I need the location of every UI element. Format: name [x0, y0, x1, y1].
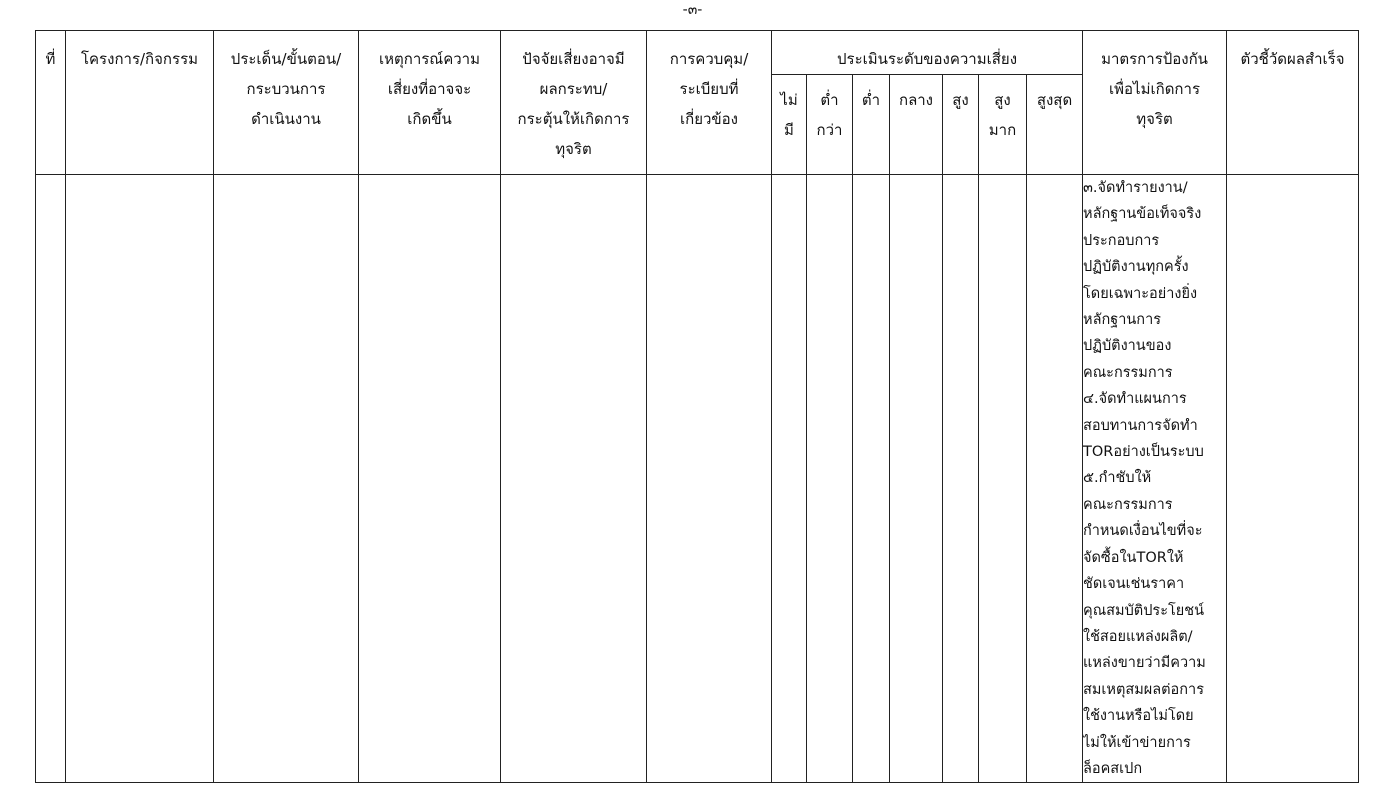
measure-line: จัดซื้อในTORให้ [1083, 549, 1184, 566]
measure-line: ปฏิบัติงานทุกครั้ง [1083, 259, 1189, 276]
measure-line: ชัดเจนเช่นราคา [1083, 576, 1185, 593]
cell-risk-factor [501, 175, 647, 783]
measure-line: ประกอบการ [1083, 232, 1160, 249]
table-row [36, 175, 1359, 783]
cell-measures [1083, 175, 1227, 783]
measure-line: ปฏิบัติงานของ [1083, 338, 1172, 355]
header-risk-factor: ปัจจัยเสี่ยงอาจมี ผลกระทบ/ กระตุ้นให้เกิดการ ทุจริต [501, 31, 647, 175]
cell-level-medium [890, 175, 943, 783]
measure-line: สอบทานการจัดทำ [1083, 417, 1198, 434]
measure-line: ใช้สอยแหล่งผลิต/ [1083, 628, 1193, 645]
cell-indicator [1227, 175, 1359, 783]
measure-line: สมเหตุสมผลต่อการ [1083, 681, 1204, 698]
cell-level-low [853, 175, 890, 783]
measure-line: คุณสมบัติประโยชน์ [1083, 602, 1205, 619]
cell-no [36, 175, 66, 783]
header-level-lower: ต่ำ กว่า [807, 75, 853, 175]
measure-line: แหล่งขายว่ามีความ [1083, 655, 1206, 672]
measure-line: ไม่ให้เข้าข่ายการ [1083, 734, 1191, 751]
measure-line: หลักฐานข้อเท็จจริง [1083, 206, 1202, 223]
header-level-very-high: สูง มาก [979, 75, 1027, 175]
header-project: โครงการ/กิจกรรม [66, 31, 214, 175]
measure-line: ๕.กำชับให้ [1083, 470, 1152, 487]
header-level-none: ไม่ มี [772, 75, 807, 175]
measure-line: กำหนดเงื่อนไขที่จะ [1083, 523, 1203, 540]
header-process: ประเด็น/ขั้นตอน/ กระบวนการ ดำเนินงาน [214, 31, 359, 175]
measure-line: คณะกรรมการ [1083, 496, 1173, 513]
header-level-medium: กลาง [890, 75, 943, 175]
cell-level-highest [1027, 175, 1083, 783]
measure-line: ๔.จัดทำแผนการ [1083, 391, 1187, 408]
header-control: การควบคุม/ ระเบียบที่ เกี่ยวข้อง [647, 31, 772, 175]
header-level-highest: สูงสุด [1027, 75, 1083, 175]
cell-risk-event [359, 175, 501, 783]
measure-line: ๓.จัดทำรายงาน/ [1083, 180, 1188, 196]
header-risk-assessment: ประเมินระดับของความเสี่ยง [772, 31, 1083, 75]
measure-line: ใช้งานหรือไม่โดย [1083, 708, 1194, 725]
header-indicator: ตัวชี้วัดผลสำเร็จ [1227, 31, 1359, 175]
header-risk-event: เหตุการณ์ความ เสี่ยงที่อาจจะ เกิดขึ้น [359, 31, 501, 175]
cell-level-high [943, 175, 979, 783]
cell-control [647, 175, 772, 783]
cell-project [66, 175, 214, 783]
measure-line: ล็อคสเปก [1083, 760, 1143, 777]
measure-line: หลักฐานการ [1083, 312, 1162, 329]
header-no: ที่ [36, 31, 66, 175]
measure-line: TORอย่างเป็นระบบ [1083, 444, 1204, 461]
cell-level-none [772, 175, 807, 783]
cell-level-very-high [979, 175, 1027, 783]
header-level-high: สูง [943, 75, 979, 175]
header-level-low: ต่ำ [853, 75, 890, 175]
measure-line: โดยเฉพาะอย่างยิ่ง [1083, 285, 1198, 302]
cell-process [214, 175, 359, 783]
measure-line: คณะกรรมการ [1083, 364, 1173, 381]
header-measures: มาตรการป้องกัน เพื่อไม่เกิดการ ทุจริต [1083, 31, 1227, 175]
page-number: -๓- [682, 2, 703, 18]
risk-assessment-table [35, 30, 1359, 783]
cell-level-lower [807, 175, 853, 783]
